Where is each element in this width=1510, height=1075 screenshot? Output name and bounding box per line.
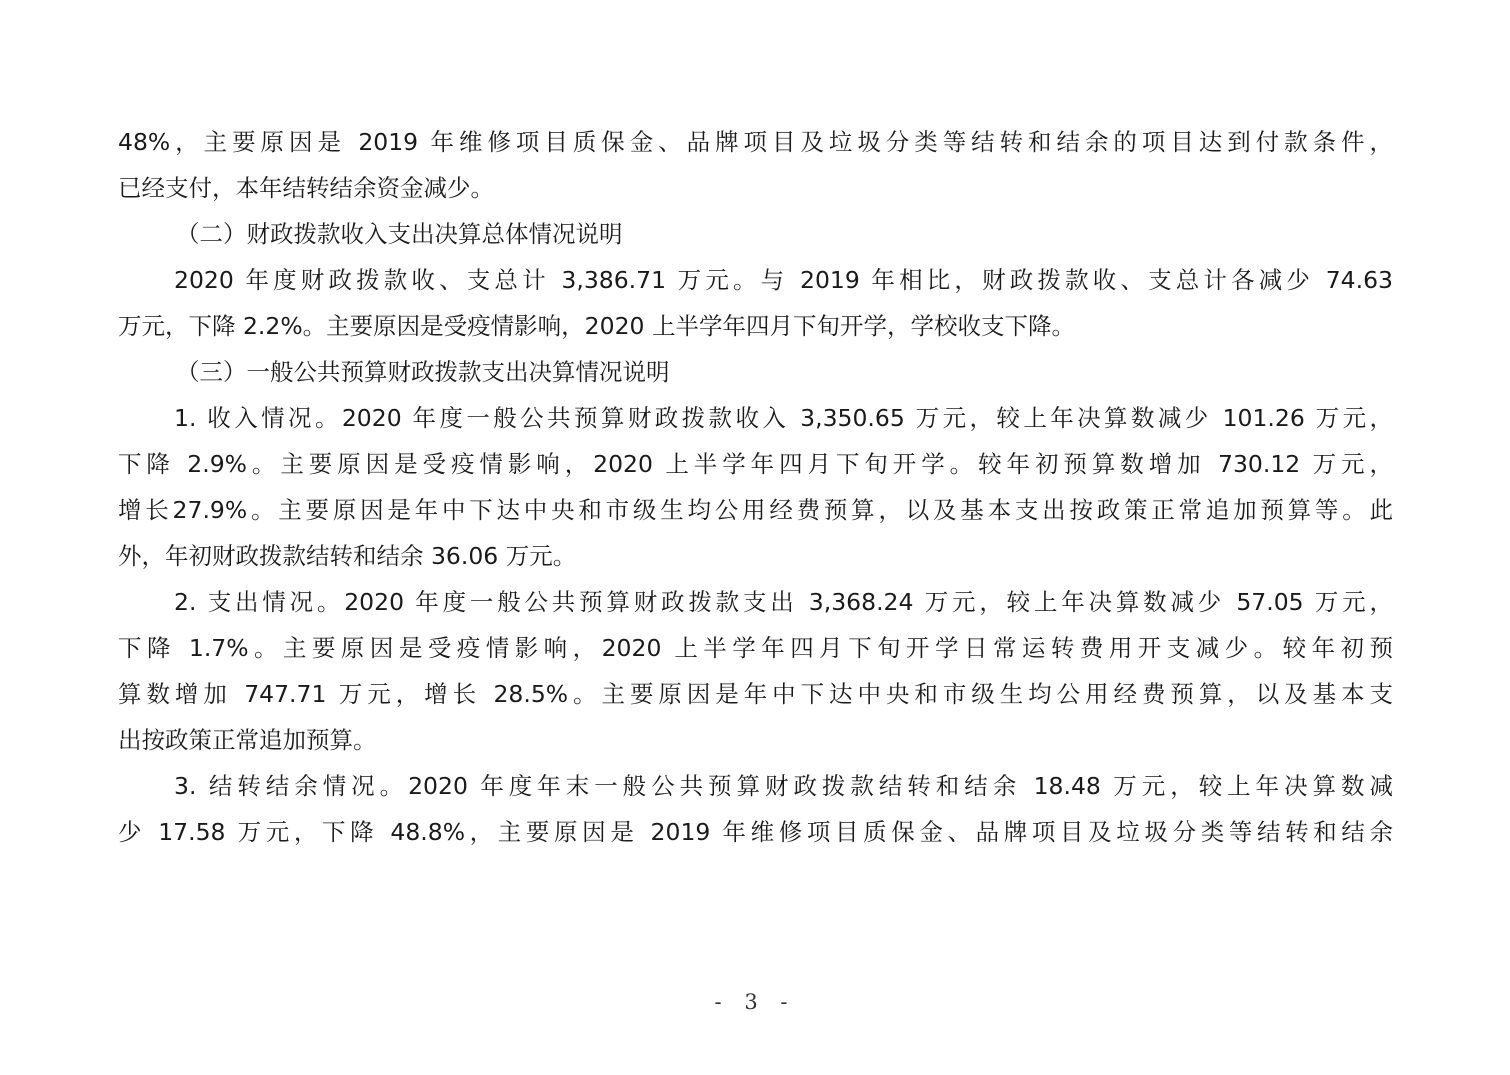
text-line: 2. 支出情况。2020 年度一般公共预算财政拨款支出 3,368.24 万元，较上年决算数减少 57.05 万元， xyxy=(174,588,1393,616)
text-line: 少 17.58 万元，下降 48.8%，主要原因是 2019 年维修项目质保金、品牌项目及垃圾分类等结转和结余 xyxy=(118,818,1393,846)
text-line: 算数增加 747.71 万元，增长 28.5%。主要原因是年中下达中央和市级生均公用经费预算，以及基本支 xyxy=(118,680,1393,708)
text-line: 48%，主要原因是 2019 年维修项目质保金、品牌项目及垃圾分类等结转和结余的项目达到付款条件， xyxy=(118,128,1393,156)
text-line: 已经支付，本年结转结余资金减少。 xyxy=(118,174,494,202)
body-text xyxy=(118,119,1393,855)
text-line: 下降 2.9%。主要原因是受疫情影响，2020 上半学年四月下旬开学。较年初预算数增加 730.12 万元， xyxy=(118,450,1393,478)
text-line: 外，年初财政拨款结转和结余 36.06 万元。 xyxy=(118,542,577,570)
page-number: - 3 - xyxy=(714,990,796,1014)
text-line: 增长27.9%。主要原因是年中下达中央和市级生均公用经费预算，以及基本支出按政策正常追加预算等。此 xyxy=(118,496,1393,524)
text-line: 万元，下降 2.2%。主要原因是受疫情影响，2020 上半学年四月下旬开学，学校收支下降。 xyxy=(118,312,1075,340)
section-heading: （二）财政拨款收入支出决算总体情况说明 xyxy=(176,220,623,248)
text-line: 出按政策正常追加预算。 xyxy=(118,726,377,754)
text-line: 下降 1.7%。主要原因是受疫情影响，2020 上半学年四月下旬开学日常运转费用开支减少。较年初预 xyxy=(118,634,1393,662)
section-heading: （三）一般公共预算财政拨款支出决算情况说明 xyxy=(176,358,670,386)
text-line: 1. 收入情况。2020 年度一般公共预算财政拨款收入 3,350.65 万元，较上年决算数减少 101.26 万元， xyxy=(174,404,1393,432)
text-line: 2020 年度财政拨款收、支总计 3,386.71 万元。与 2019 年相比，财政拨款收、支总计各减少 74.63 xyxy=(174,266,1393,294)
text-line: 3. 结转结余情况。2020 年度年末一般公共预算财政拨款结转和结余 18.48 万元，较上年决算数减 xyxy=(174,772,1393,800)
